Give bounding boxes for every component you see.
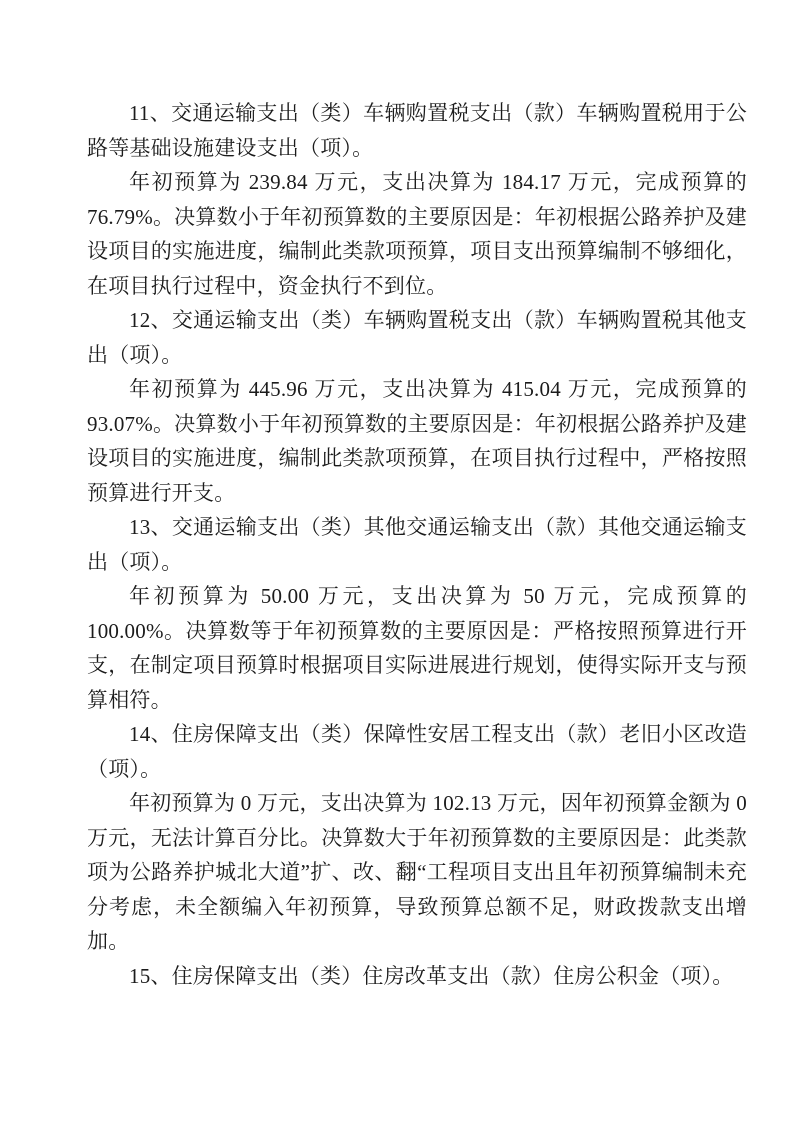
paragraph-item-12-heading: 12、交通运输支出（类）车辆购置税支出（款）车辆购置税其他支出（项）。 <box>87 308 747 367</box>
paragraph-item-13-heading: 13、交通运输支出（类）其他交通运输支出（款）其他交通运输支出（项）。 <box>87 515 747 574</box>
paragraph-item-13-body: 年初预算为 50.00 万元，支出决算为 50 万元，完成预算的 100.00%。决算数等于年初预算数的主要原因是：严格按照预算进行开支，在制定项目预算时根据项目实际进展进行规划，使得实际开支与预算相符。 <box>87 584 747 712</box>
paragraph-item-12-body: 年初预算为 445.96 万元，支出决算为 415.04 万元，完成预算的 93.07%。决算数小于年初预算数的主要原因是：年初根据公路养护及建设项目的实施进度，编制此类款项预算，在项目执行过程中，严格按照预算进行开支。 <box>87 377 747 505</box>
paragraph-item-15-heading: 15、住房保障支出（类）住房改革支出（款）住房公积金（项）。 <box>129 963 734 988</box>
paragraph-item-11-body: 年初预算为 239.84 万元，支出决算为 184.17 万元，完成预算的 76.79%。决算数小于年初预算数的主要原因是：年初根据公路养护及建设项目的实施进度，编制此类款项预算，项目支出预算编制不够细化，在项目执行过程中，资金执行不到位。 <box>87 170 747 298</box>
paragraph-item-14-heading: 14、住房保障支出（类）保障性安居工程支出（款）老旧小区改造（项）。 <box>87 722 747 781</box>
paragraph-item-14-body: 年初预算为 0 万元，支出决算为 102.13 万元，因年初预算金额为 0 万元，无法计算百分比。决算数大于年初预算数的主要原因是：此类款项为公路养护城北大道”扩、改、翻“工程项目支出且年初预算编制未充分考虑，未全额编入年初预算，导致预算总额不足，财政拨款支出增加。 <box>87 791 747 953</box>
document-text-block <box>87 96 747 993</box>
paragraph-item-11-heading: 11、交通运输支出（类）车辆购置税支出（款）车辆购置税用于公路等基础设施建设支出（项）。 <box>87 101 747 160</box>
